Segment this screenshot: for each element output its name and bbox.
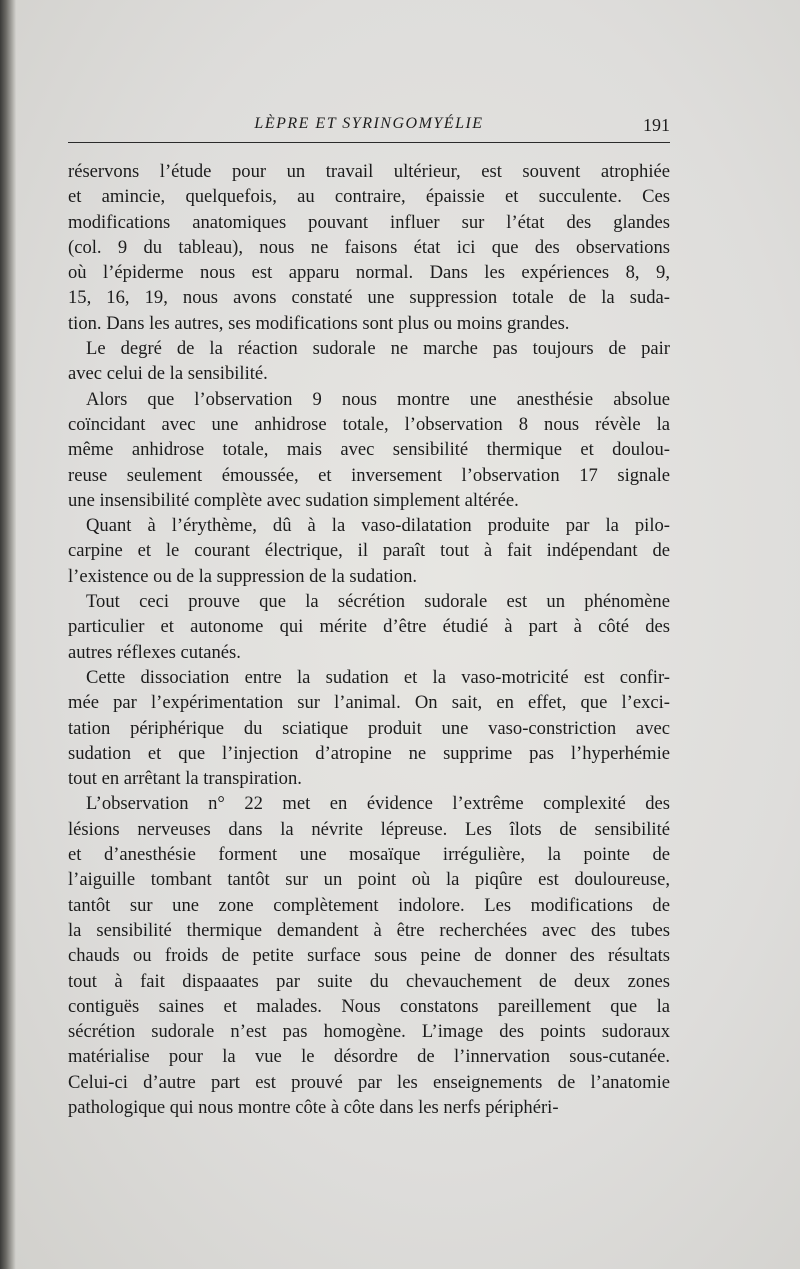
text-line: où l’épiderme nous est apparu normal. Dans les expériences 8, 9, bbox=[68, 262, 670, 284]
text-line: et amincie, quelquefois, au contraire, épaissie et succulente. Ces bbox=[68, 186, 670, 208]
text-line: autres réflexes cutanés. bbox=[68, 641, 241, 663]
paragraph bbox=[68, 513, 670, 589]
paragraph bbox=[68, 159, 670, 336]
book-page bbox=[16, 0, 800, 1269]
text-line: tation périphérique du sciatique produit une vaso-constriction avec bbox=[68, 717, 670, 739]
text-line: 15, 16, 19, nous avons constaté une suppression totale de la suda- bbox=[68, 287, 670, 309]
paragraph bbox=[68, 336, 670, 387]
body-text bbox=[68, 159, 670, 1120]
text-line: L’observation n° 22 met en évidence l’extrême complexité des bbox=[86, 793, 670, 815]
text-line: avec celui de la sensibilité. bbox=[68, 363, 268, 385]
text-line: la sensibilité thermique demandent à être recherchées avec des tubes bbox=[68, 919, 670, 941]
text-line: mée par l’expérimentation sur l’animal. On sait, en effet, que l’exci- bbox=[68, 692, 670, 714]
text-line: chauds ou froids de petite surface sous peine de donner des résultats bbox=[68, 945, 670, 967]
text-line: sécrétion sudorale n’est pas homogène. L’image des points sudoraux bbox=[68, 1021, 670, 1043]
text-line: matérialise pour la vue le désordre de l’innervation sous-cutanée. bbox=[68, 1046, 670, 1068]
book-spine-shadow bbox=[0, 0, 16, 1269]
text-line: coïncidant avec une anhidrose totale, l’observation 8 nous révèle la bbox=[68, 413, 670, 435]
text-line: une insensibilité complète avec sudation simplement altérée. bbox=[68, 489, 519, 511]
text-line: lésions nerveuses dans la névrite lépreuse. Les îlots de sensibilité bbox=[68, 818, 670, 840]
text-line: l’aiguille tombant tantôt sur un point où la piqûre est douloureuse, bbox=[68, 869, 670, 891]
paragraph bbox=[68, 665, 670, 791]
paragraph bbox=[68, 791, 670, 1120]
text-line: reuse seulement émoussée, et inversement l’observation 17 signale bbox=[68, 464, 670, 486]
header-rule bbox=[68, 142, 670, 143]
text-line: réservons l’étude pour un travail ultérieur, est souvent atrophiée bbox=[68, 161, 670, 182]
text-line: tantôt sur une zone complètement indolore. Les modifications de bbox=[68, 894, 670, 916]
text-line: et d’anesthésie forment une mosaïque irrégulière, la pointe de bbox=[68, 844, 670, 866]
text-line: modifications anatomiques pouvant influer sur l’état des glandes bbox=[68, 211, 670, 233]
text-line: Celui-ci d’autre part est prouvé par les enseignements de l’anatomie bbox=[68, 1071, 670, 1093]
text-line: contiguës saines et malades. Nous constatons pareillement que la bbox=[68, 995, 670, 1017]
running-head: LÈPRE ET SYRINGOMYÉLIE bbox=[254, 115, 484, 132]
text-line: Tout ceci prouve que la sécrétion sudorale est un phénomène bbox=[86, 591, 670, 613]
text-line: même anhidrose totale, mais avec sensibilité thermique et doulou- bbox=[68, 439, 670, 461]
text-line: Cette dissociation entre la sudation et la vaso-motricité est confir- bbox=[86, 666, 670, 688]
page-number: 191 bbox=[643, 115, 670, 135]
text-line: tion. Dans les autres, ses modifications sont plus ou moins grandes. bbox=[68, 312, 570, 334]
text-line: sudation et que l’injection d’atropine ne supprime pas l’hyperhémie bbox=[68, 742, 670, 764]
text-line: Quant à l’érythème, dû à la vaso-dilatation produite par la pilo- bbox=[86, 515, 670, 537]
page-header bbox=[68, 110, 670, 140]
text-line: carpine et le courant électrique, il paraît tout à fait indépendant de bbox=[68, 540, 670, 562]
text-line: particulier et autonome qui mérite d’être étudié à part à côté des bbox=[68, 616, 670, 638]
paragraph bbox=[68, 387, 670, 513]
paragraph bbox=[68, 589, 670, 665]
text-line: Alors que l’observation 9 nous montre une anesthésie absolue bbox=[86, 388, 670, 410]
text-line: l’existence ou de la suppression de la sudation. bbox=[68, 565, 418, 587]
text-line: tout en arrêtant la transpiration. bbox=[68, 768, 302, 790]
text-line: Le degré de la réaction sudorale ne marche pas toujours de pair bbox=[86, 338, 670, 360]
text-line: (col. 9 du tableau), nous ne faisons état ici que des observations bbox=[68, 236, 670, 258]
text-line: pathologique qui nous montre côte à côte dans les nerfs périphéri- bbox=[68, 1096, 559, 1118]
text-line: tout à fait dispaaates par suite du chevauchement de deux zones bbox=[68, 970, 670, 992]
